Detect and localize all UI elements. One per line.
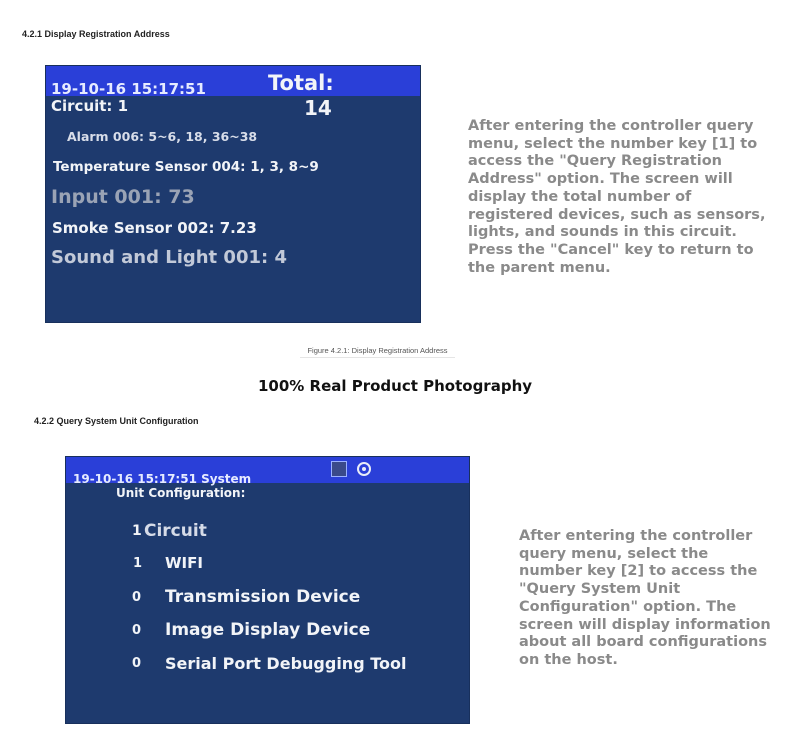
person-icon — [331, 461, 347, 477]
registration-address-screen — [45, 65, 421, 323]
row-wifi-label: WIFI — [165, 554, 203, 572]
row-serial-port-count: 0 — [132, 656, 142, 671]
circuit-label: Circuit: 1 — [51, 97, 129, 115]
figure-caption: Figure 4.2.1: Display Registration Address — [300, 346, 455, 358]
screen-header-line2: Unit Configuration: — [116, 486, 246, 500]
row-image-display-label: Image Display Device — [165, 620, 371, 640]
row-transmission-count: 0 — [132, 590, 142, 605]
section-title-4-2-1: 4.2.1 Display Registration Address — [22, 29, 170, 39]
row-wifi-count: 1 — [133, 556, 143, 571]
unit-configuration-screen — [65, 456, 470, 724]
temperature-sensor-line: Temperature Sensor 004: 1, 3, 8~9 — [53, 159, 319, 175]
total-value: 14 — [304, 96, 332, 120]
input-line: Input 001: 73 — [51, 186, 195, 208]
row-image-display-count: 0 — [132, 623, 142, 638]
sound-light-line: Sound and Light 001: 4 — [51, 247, 287, 268]
total-label: Total: — [268, 71, 334, 95]
row-circuit-label: Circuit — [144, 521, 207, 541]
screen-datetime: 19-10-16 15:17:51 — [51, 80, 206, 98]
row-serial-port-label: Serial Port Debugging Tool — [165, 654, 407, 673]
real-photography-banner: 100% Real Product Photography — [257, 377, 533, 395]
section-title-4-2-2: 4.2.2 Query System Unit Configuration — [34, 416, 199, 426]
section2-description: After entering the controller query menu, select the number key [2] to access the "Query System Unit Configuration" option. The screen will display information about all board configurations on the host. — [519, 528, 771, 668]
screen-header-line1: 19-10-16 15:17:51 System — [73, 472, 252, 486]
section1-description: After entering the controller query menu, select the number key [1] to access the "Query Registration Address" option. The screen will display the total number of registered devices, such as sensors, lights, and sounds in this circuit. Press the "Cancel" key to return to the parent menu. — [468, 118, 766, 276]
smoke-sensor-line: Smoke Sensor 002: 7.23 — [52, 219, 257, 237]
row-transmission-label: Transmission Device — [165, 587, 361, 607]
alarm-line: Alarm 006: 5~6, 18, 36~38 — [67, 129, 258, 144]
clock-icon — [357, 462, 371, 476]
row-circuit-count: 1 — [132, 523, 142, 539]
